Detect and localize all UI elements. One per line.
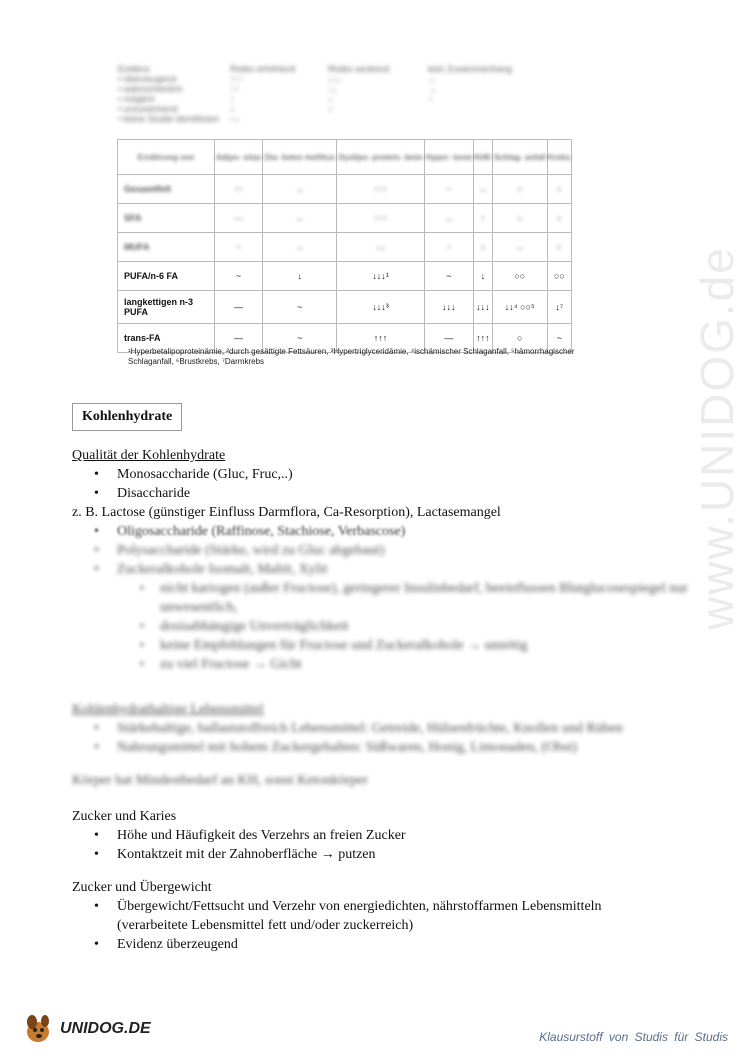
table-cell: ↔ <box>263 233 337 262</box>
quality-heading: Qualität der Kohlenhydrate <box>72 448 226 463</box>
table-header-cell: Adipo- sitas <box>215 140 263 175</box>
list-item: • Monosaccharide (Gluc, Fruc,..) <box>72 465 750 484</box>
table-cell: ○ <box>492 324 547 353</box>
list-item: ▪ nicht kariogen (außer Fructose), geringerer Insulinbedarf, beeinflussen Blutglucosespiegel nur unwesentlich, <box>72 579 750 617</box>
table-cell: ↑↑↑ <box>337 175 425 204</box>
watermark: www.UNIDOG.de <box>691 246 743 630</box>
table-header-cell: KHK <box>473 140 492 175</box>
legend-cell: ↓ <box>328 94 333 104</box>
table-header-cell: Ernährung von <box>118 140 215 175</box>
table-cell: ~ <box>547 324 571 353</box>
legend-cell: Risiko erhöhend <box>230 64 296 74</box>
list-item: • Zuckeralkohole Isomalt, Maltit, Xylit <box>72 560 750 579</box>
legend-cell: • möglich <box>118 94 155 104</box>
table-row <box>118 175 572 204</box>
table-cell: ↑↑↑ <box>473 324 492 353</box>
evidence-table <box>117 139 572 353</box>
list-item: • Nahrungsmittel mit hohem Zuckergehalten: Süßwaren, Honig, Limonaden, (Obst) <box>72 738 623 757</box>
lactose-note: z. B. Lactose (günstiger Einfluss Darmflora, Ca-Resorption), Lactasemangel <box>72 505 501 520</box>
table-cell: ○ <box>492 175 547 204</box>
table-cell: ~ <box>215 233 263 262</box>
foods-heading: Kohlenhydrathaltige Lebensmittel <box>72 702 264 717</box>
table-cell: ~ <box>424 175 473 204</box>
legend-cell: ↓↓↓ <box>328 74 342 84</box>
legend-cell: ↓↓ <box>328 84 337 94</box>
list-item: • Oligosaccharide (Raffinose, Stachiose, Verbascose) <box>72 522 750 541</box>
table-row <box>118 204 572 233</box>
overweight-list <box>72 897 672 954</box>
dog-icon <box>22 1012 56 1046</box>
list-item: • Stärkehaltige, ballaststoffreich Lebensmittel: Getreide, Hülsenfrüchte, Knollen und Rüben <box>72 719 623 738</box>
table-cell: ○ <box>547 175 571 204</box>
list-item: • Übergewicht/Fettsucht und Verzehr von energiedichten, nährstoffarmen Lebensmitteln (verarbeitete Lebensmittel fett und/oder zuckerreich) <box>72 897 672 935</box>
table-cell: ↑↑↑ <box>337 204 425 233</box>
legend-cell: ↑↑ <box>230 84 239 94</box>
table-cell: ↓↓↓ <box>473 291 492 324</box>
table-cell: ○○ <box>492 262 547 291</box>
legend-row <box>118 94 512 104</box>
table-cell: langkettigen n-3 PUFA <box>118 291 215 324</box>
table-cell: ○○ <box>547 262 571 291</box>
table-row <box>118 291 572 324</box>
quality-section <box>72 446 750 674</box>
table-cell: MUFA <box>118 233 215 262</box>
legend-header <box>118 64 512 74</box>
table-cell: PUFA/n-6 FA <box>118 262 215 291</box>
legend-cell: • unzureichend <box>118 104 178 114</box>
table-cell: ~ <box>215 262 263 291</box>
unidog-logo <box>22 1012 151 1046</box>
table-cell: ↓⁷ <box>547 291 571 324</box>
table-cell: ↓↓⁴ ○○⁵ <box>492 291 547 324</box>
legend-cell: ○ <box>328 104 334 114</box>
table-row <box>118 262 572 291</box>
legend-cell <box>328 114 428 124</box>
legend-cell: Risiko senkend <box>328 64 390 74</box>
table-cell: ~ <box>263 291 337 324</box>
overweight-section <box>72 878 672 954</box>
foods-list <box>72 719 623 757</box>
legend-cell: — <box>230 114 239 124</box>
caries-list <box>72 826 406 864</box>
table-cell: ○ <box>547 204 571 233</box>
caries-heading: Zucker und Karies <box>72 809 177 824</box>
list-item: • Disaccharide <box>72 484 750 503</box>
logo-text: UNIDOG.DE <box>60 1020 151 1037</box>
table-header-cell: Hyper- tonie <box>424 140 473 175</box>
table-cell: ↔ <box>424 204 473 233</box>
list-item: • Evidenz überzeugend <box>72 935 672 954</box>
legend-cell: ↔ <box>428 84 437 94</box>
table-header-cell: Dia- betes mellitus <box>263 140 337 175</box>
table-cell: ↓ <box>263 262 337 291</box>
table-cell: ~ <box>424 262 473 291</box>
table-cell: ○ <box>473 233 492 262</box>
table-cell: — <box>424 324 473 353</box>
table-header-cell: Dyslipo- protein- ämie <box>337 140 425 175</box>
list-item: ▪ dosisabhängige Unverträglichkeit <box>72 617 750 636</box>
legend-row <box>118 104 512 114</box>
list-item: • Kontaktzeit mit der Zahnoberfläche → putzen <box>72 845 406 864</box>
evidence-legend <box>118 64 512 124</box>
table-cell: ↔ <box>473 175 492 204</box>
legend-cell: • wahrscheinlich <box>118 84 183 94</box>
caries-section <box>72 807 406 864</box>
table-cell: Gesamtfett <box>118 175 215 204</box>
table-cell: ~ <box>263 324 337 353</box>
table-cell: ○ <box>547 233 571 262</box>
legend-row <box>118 114 512 124</box>
legend-cell: kein Zusammenhang <box>428 64 513 74</box>
legend-cell: • überzeugend <box>118 74 177 84</box>
table-cell: SFA <box>118 204 215 233</box>
table-cell: ~ <box>424 233 473 262</box>
list-item: • Höhe und Häufigkeit des Verzehrs an freien Zucker <box>72 826 406 845</box>
table-cell: — <box>215 291 263 324</box>
table-cell: ↔ <box>492 233 547 262</box>
footer-slogan: Klausurstoff von Studis für Studis <box>539 1030 728 1044</box>
foods-note: Körper hat Mindestbedarf an KH, sonst Ketonkörper <box>72 773 368 788</box>
table-header-cell: Schlag- anfall <box>492 140 547 175</box>
table-cell: ↑↑↑ <box>337 324 425 353</box>
legend-row <box>118 74 512 84</box>
table-cell: ↔ <box>263 175 337 204</box>
table-header-row <box>118 140 572 175</box>
sugar-alcohol-sublist <box>72 579 750 674</box>
table-cell: ↓↓↓³ <box>337 291 425 324</box>
legend-cell: ~ <box>428 94 434 104</box>
table-cell: — <box>215 204 263 233</box>
table-cell: ↔ <box>263 204 337 233</box>
table-footnote: ¹Hyperbetalipoproteinämie, ²durch gesättigte Fettsäuren, ³Hypertriglyceridämie, ⁴ischämischer Schlaganfall, ⁵hämorrhagischer Schlaganfall, ⁶Brustkrebs, ⁷Darmkrebs <box>128 347 575 366</box>
table-cell: trans-FA <box>118 324 215 353</box>
table-cell: ↓↓ <box>337 233 425 262</box>
table-cell: — <box>215 324 263 353</box>
list-item: ▪ zu viel Fructose → Gicht <box>72 655 750 674</box>
list-item: • Polysaccharide (Stärke, wird zu Gluc abgebaut) <box>72 541 750 560</box>
table-cell: ↑ <box>473 204 492 233</box>
foods-section <box>72 700 623 790</box>
legend-row <box>118 84 512 94</box>
overweight-heading: Zucker und Übergewicht <box>72 880 212 895</box>
quality-list <box>72 465 750 503</box>
legend-cell: • keine Studie identifiziert <box>118 114 219 124</box>
table-cell: ↓↓↓¹ <box>337 262 425 291</box>
table-header-cell: Krebs <box>547 140 571 175</box>
table-row <box>118 233 572 262</box>
section-title: Kohlenhydrate <box>72 403 182 431</box>
table-cell: ↓ <box>473 262 492 291</box>
table-cell: ○ <box>492 204 547 233</box>
legend-cell: Evidenz <box>118 64 151 74</box>
legend-cell: ↑↑↑ <box>230 74 244 84</box>
legend-cell: ↑ <box>230 94 235 104</box>
table-cell: ↑↑ <box>215 175 263 204</box>
legend-cell: ○ <box>230 104 236 114</box>
list-item: ▪ keine Empfehlungen für Fructose und Zuckeralkohole → unnötig <box>72 636 750 655</box>
legend-cell: ↔ <box>428 74 437 84</box>
table-cell: ↓↓↓ <box>424 291 473 324</box>
quality-list-2 <box>72 522 750 579</box>
